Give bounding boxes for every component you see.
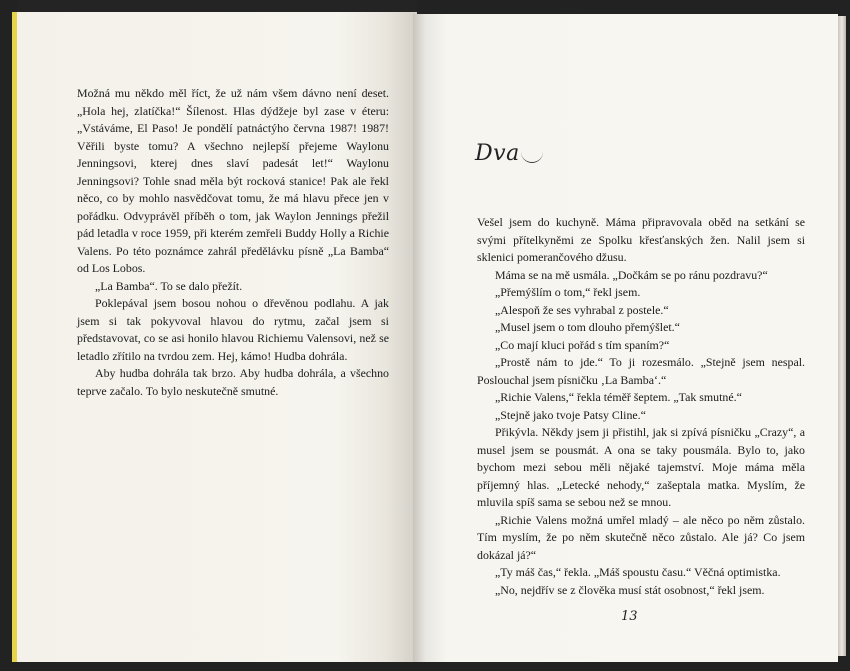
page-stack-edge — [838, 16, 846, 656]
left-page-text — [77, 85, 389, 400]
chapter-title-text: Dva — [475, 141, 520, 166]
left-paragraph-1: Možná mu někdo měl říct, že už nám všem dávno není deset. „Hola hej, zlatíčka!“ Šílenost. Hlas dýdžeje byl zase v éteru: „Vstáváme, El Paso! Je pondělí patnáctýho června 1987! 1987! Věřili byste tomu? A všechno nejlepší přejeme Waylonu Jenningsovi, kterej dnes slaví padesát let!“ Waylonu Jenningsovi? Tohle snad měla být rocková stanice! Pak ale řekl něco, co by mohlo nasvědčovat tomu, že má hlavu přece jen v pořádku. Odvyprávěl příběh o tom, jak Waylon Jennings přežil pád letadla v roce 1959, při kterém zemřeli Buddy Holly a Richie Valens. Po této poznámce zahrál předělávku písně „La Bamba“ od Los Lobos. — [77, 86, 389, 275]
page-number: 13 — [621, 609, 638, 624]
right-paragraph-13: „No, nejdřív se z člověka musí stát osobnost,“ řekl jsem. — [495, 582, 765, 597]
right-page-text — [477, 214, 805, 599]
right-paragraph-3: „Přemýšlím o tom,“ řekl jsem. — [495, 285, 641, 299]
right-paragraph-5: „Musel jsem o tom dlouho přemýšlet.“ — [495, 320, 680, 334]
right-paragraph-6: „Co mají kluci pořád s tím spaním?“ — [495, 337, 670, 352]
right-page — [413, 14, 838, 662]
right-paragraph-8: „Richie Valens,“ řekla téměř šeptem. „Tak smutné.“ — [495, 390, 742, 404]
left-paragraph-4: Aby hudba dohrála tak brzo. Aby hudba dohrála, a všechno teprve začalo. To bylo neskutečně smutné. — [77, 366, 389, 398]
chapter-title — [475, 141, 543, 166]
right-paragraph-4: „Alespoň že ses vyhrabal z postele.“ — [495, 302, 669, 317]
right-paragraph-10: Přikývla. Někdy jsem ji přistihl, jak si zpívá písničku „Crazy“, a musel jsem se pousmát. A ona se taky pousmála. Bylo to, jako bychom mezi sebou měli nějaké tajemství. Moje máma měla příjemný hlas. „Letecké nehody,“ zašeptala matka. Myslím, že mluvila spíš sama se sebou než se mnou. — [477, 425, 805, 509]
left-paragraph-2: „La Bamba“. To se dalo přežít. — [95, 278, 243, 293]
title-flourish — [521, 152, 543, 163]
right-paragraph-1: Vešel jsem do kuchyně. Máma připravovala oběd na setkání se svými přítelkyněmi ze Spolku křesťanských žen. Nalil jsem si sklenici pomerančového džusu. — [477, 215, 805, 264]
right-paragraph-12: „Ty máš čas,“ řekla. „Máš spoustu času.“ Věčná optimistka. — [495, 565, 781, 579]
right-paragraph-9: „Stejně jako tvoje Patsy Cline.“ — [495, 407, 646, 422]
right-paragraph-7: „Prostě nám to jde.“ To ji rozesmálo. „Stejně jsem nespal. Poslouchal jsem písničku ‚La Bamba‘.“ — [477, 355, 805, 387]
left-paragraph-3: Poklepával jsem bosou nohou o dřevěnou podlahu. A jak jsem si tak pokyvoval hlavou do rytmu, začal jsem si představovat, co se asi honilo hlavou Richiemu Valensovi, než se letadlo zřítilo na tvrdou zem. Hej, kámo! Hudba dohrála. — [77, 296, 389, 363]
left-page — [12, 12, 417, 662]
right-paragraph-2: Máma se na mě usmála. „Dočkám se po ránu pozdravu?“ — [495, 267, 768, 282]
right-paragraph-11: „Richie Valens možná umřel mladý – ale něco po něm zůstalo. Tím myslím, že po něm skutečně něco zůstalo. Ale já? Co jsem dokázal já?“ — [477, 512, 805, 562]
top-binding-strip — [17, 0, 417, 12]
